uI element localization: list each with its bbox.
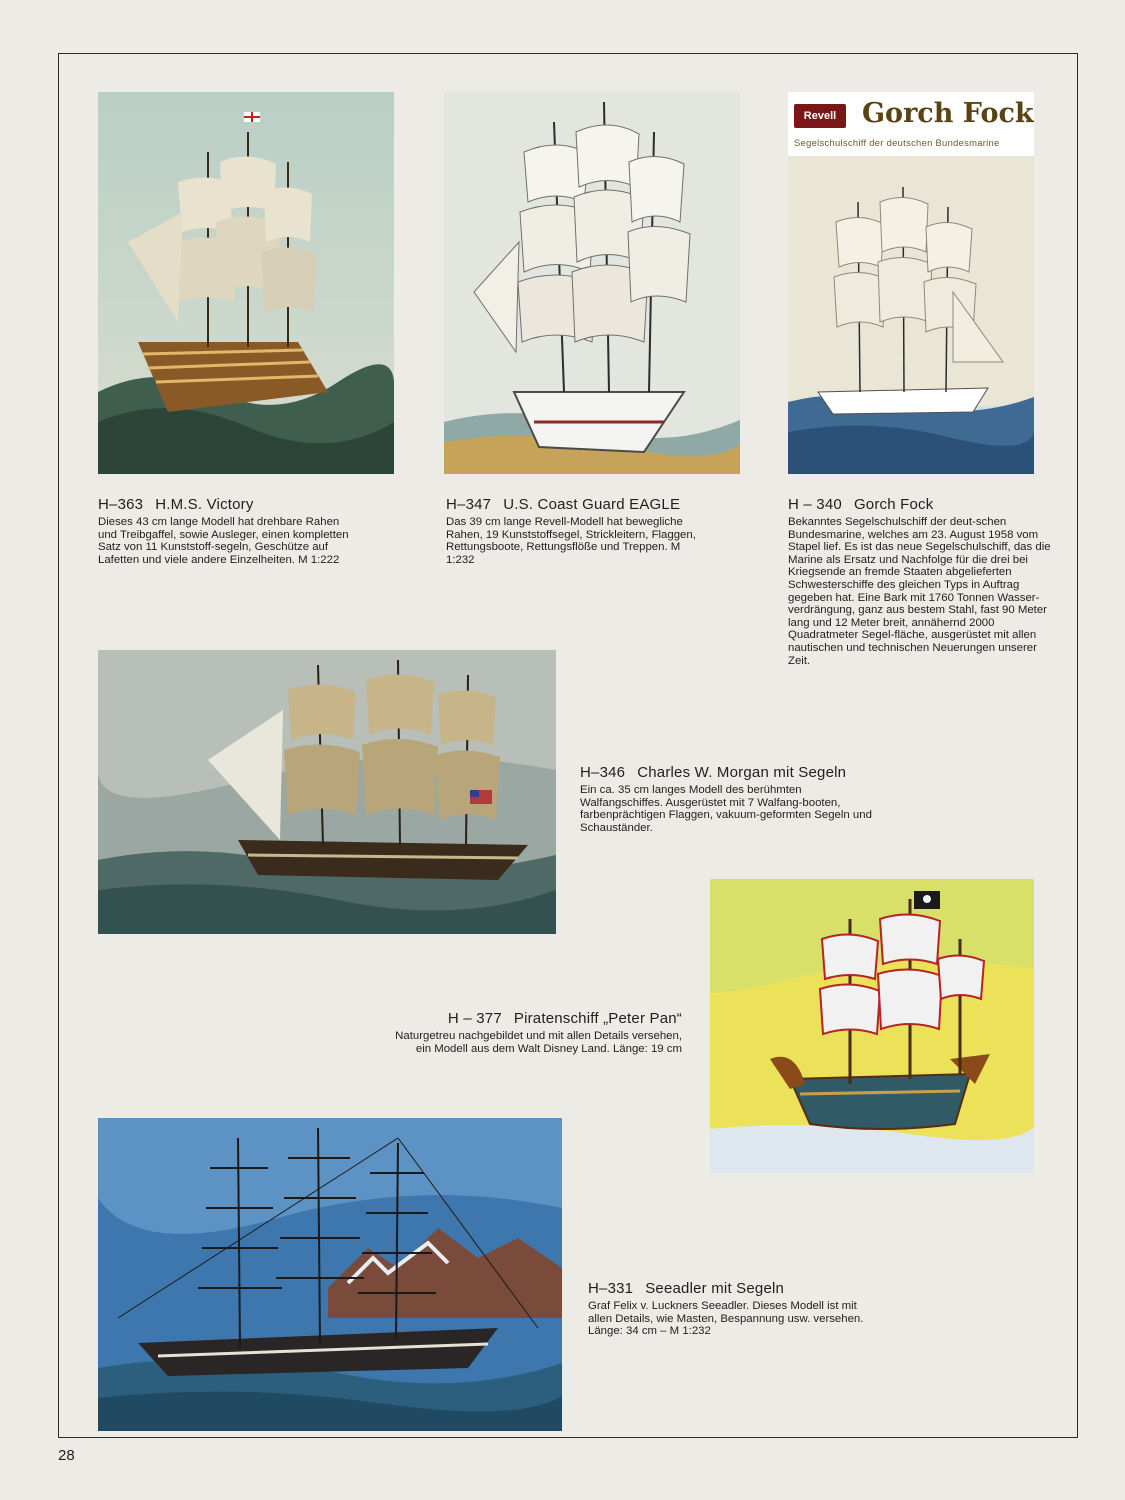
gorch-fock-box-banner bbox=[788, 92, 1034, 156]
peter-pan-pirate-ship-picture bbox=[710, 879, 1034, 1173]
peter-pan-code: H – 377 bbox=[447, 1010, 502, 1027]
coast-guard-eagle-caption bbox=[446, 496, 708, 566]
coast-guard-eagle-name: U.S. Coast Guard EAGLE bbox=[503, 496, 681, 513]
seeadler-picture bbox=[98, 1118, 562, 1431]
gorch-fock-title bbox=[788, 496, 1056, 513]
coast-guard-eagle-description: Das 39 cm lange Revell-Modell hat bewegliche Rahen, 19 Kunststoffsegel, Strickleitern, Flaggen, Rettungsboote, Rettungsflöße und Treppen. M 1:232 bbox=[446, 516, 696, 566]
hms-victory-picture bbox=[98, 92, 394, 474]
peter-pan-caption bbox=[380, 1010, 682, 1055]
charles-w-morgan-name: Charles W. Morgan mit Segeln bbox=[637, 764, 847, 781]
charles-w-morgan-picture bbox=[98, 650, 556, 934]
peter-pan-name: Piratenschiff „Peter Pan“ bbox=[513, 1010, 682, 1027]
peter-pan-description: Naturgetreu nachgebildet und mit allen Details versehen, ein Modell aus dem Walt Disney Land. Länge: 19 cm bbox=[395, 1030, 682, 1055]
charles-w-morgan-description: Ein ca. 35 cm langes Modell des berühmten Walfangschiffes. Ausgerüstet mit 7 Walfang-booten, farbenprächtigen Flaggen, vakuum-geformten Segeln und Schauständer. bbox=[580, 784, 872, 834]
seeadler-title bbox=[588, 1280, 884, 1297]
gorch-fock-box-picture bbox=[788, 92, 1034, 474]
charles-w-morgan-caption bbox=[580, 764, 880, 834]
coast-guard-eagle-picture bbox=[444, 92, 740, 474]
gorch-fock-name: Gorch Fock bbox=[853, 496, 934, 513]
seeadler-name: Seeadler mit Segeln bbox=[645, 1280, 785, 1297]
charles-w-morgan-title bbox=[580, 764, 880, 781]
gorch-fock-box-name: Gorch Fock bbox=[862, 98, 1034, 129]
hms-victory-title bbox=[98, 496, 360, 513]
peter-pan-title bbox=[380, 1010, 682, 1027]
page-number: 28 bbox=[58, 1447, 75, 1464]
gorch-fock-box-subtitle: Segelschulschiff der deutschen Bundesmarine bbox=[794, 137, 1000, 148]
hms-victory-caption bbox=[98, 496, 360, 566]
hms-victory-description: Dieses 43 cm lange Modell hat drehbare Rahen und Treibgaffel, sowie Ausleger, einen kompletten Satz von 11 Kunststoff-segeln, Geschütze auf Lafetten und viele andere Einzelheiten. M 1:222 bbox=[98, 516, 349, 566]
coast-guard-eagle-code: H–347 bbox=[446, 496, 492, 513]
gorch-fock-caption bbox=[788, 496, 1056, 667]
revell-logo: Revell bbox=[794, 104, 846, 128]
seeadler-code: H–331 bbox=[588, 1280, 634, 1297]
coast-guard-eagle-title bbox=[446, 496, 708, 513]
hms-victory-name: H.M.S. Victory bbox=[155, 496, 254, 513]
hms-victory-code: H–363 bbox=[98, 496, 144, 513]
seeadler-description: Graf Felix v. Luckners Seeadler. Dieses Modell ist mit allen Details, wie Masten, Bespannung usw. versehen. Länge: 34 cm – M 1:232 bbox=[588, 1300, 864, 1338]
charles-w-morgan-code: H–346 bbox=[580, 764, 626, 781]
seeadler-caption bbox=[588, 1280, 884, 1338]
gorch-fock-code: H – 340 bbox=[788, 496, 842, 513]
gorch-fock-description: Bekanntes Segelschulschiff der deut-schen Bundesmarine, welches am 23. August 1958 vom Stapel lief. Es ist das neue Segelschulschiff, das die Marine als Ersatz und Nachfolge für die drei bei Kriegsende an fremde Staaten abgelieferten Schwesterschiffe des gleichen Typs in Auftrag gegeben hat. Eine Bark mit 1760 Tonnen Wasser-verdrängung, ganz aus bestem Stahl, fast 90 Meter lang und 12 Meter breit, annähernd 2000 Quadratmeter Segel-fläche, ausgerüstet mit allen nautischen und technischen Neuerungen unserer Zeit. bbox=[788, 516, 1051, 667]
